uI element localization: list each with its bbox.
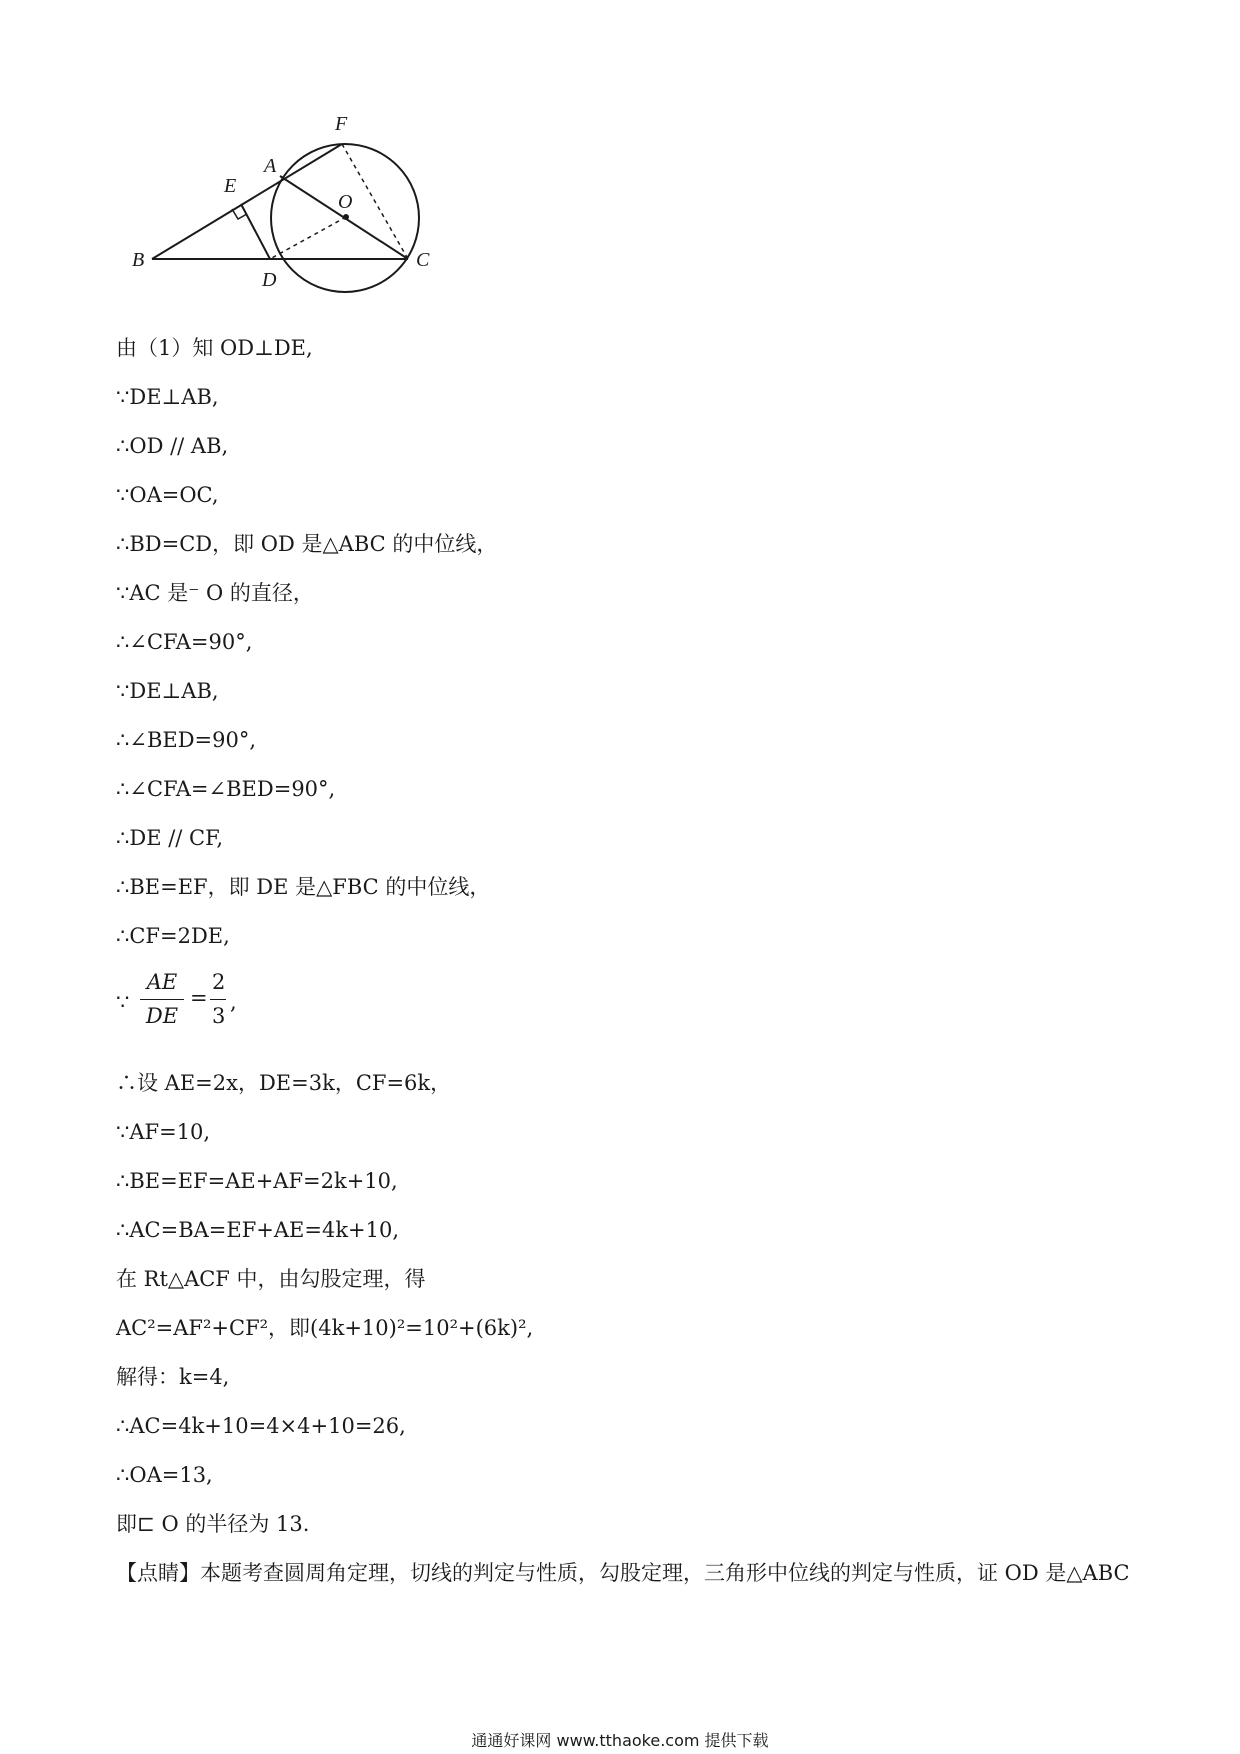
segment-ed [241, 204, 270, 259]
rhs-denominator: 3 [212, 1004, 226, 1028]
center-dot [343, 214, 349, 220]
label-c: C [416, 249, 430, 271]
label-b: B [132, 249, 145, 271]
text-line: ∵AC 是⁻ O 的直径， [116, 581, 314, 605]
text-line: ∴BE=EF=AE+AF=2k+10, [116, 1169, 398, 1193]
text-line: ∵OA=OC, [116, 483, 219, 507]
fraction-denominator: DE [145, 1004, 179, 1028]
text-line: ∴∠BED=90°, [116, 728, 257, 752]
fraction-prefix: ∵ [116, 990, 130, 1014]
fraction-numerator: AE [146, 970, 178, 994]
text-line: ∴∠CFA=90°, [116, 630, 253, 654]
segment-od-dashed [270, 217, 346, 259]
text-line: ∵DE⊥AB, [116, 385, 219, 409]
text-line: ∴AC=BA=EF+AE=4k+10, [116, 1218, 400, 1242]
text-line: ∴OA=13, [116, 1463, 213, 1487]
rhs-numerator: 2 [212, 970, 226, 994]
text-line: ∵AF=10, [116, 1120, 211, 1144]
label-a: A [264, 155, 277, 177]
text-line: AC²=AF²+CF²，即(4k+10)²=10²+(6k)², [116, 1316, 534, 1340]
text-line: ∴CF=2DE, [116, 924, 230, 948]
label-o: O [338, 191, 353, 213]
text-line: ∴BE=EF，即 DE 是△FBC 的中位线， [116, 875, 491, 899]
segment-bf [152, 144, 342, 259]
text-line: ∴BD=CD，即 OD 是△ABC 的中位线， [116, 532, 498, 556]
text-line-note: 【点睛】本题考查圆周角定理，切线的判定与性质，勾股定理，三角形中位线的判定与性质，证 OD 是△ABC [116, 1561, 1130, 1585]
text-line: ∴OD // AB, [116, 434, 229, 458]
text-line: 由（1）知 OD⊥DE, [116, 336, 313, 360]
text-line: ∵DE⊥AB, [116, 679, 219, 703]
label-d: D [262, 269, 277, 291]
text-line: 在 Rt△ACF 中，由勾股定理，得 [116, 1267, 426, 1291]
fraction-equals: = [190, 986, 208, 1010]
footer-watermark: 通通好课网 www.tthaoke.com 提供下载 [471, 1731, 769, 1750]
text-line: 解得：k=4, [116, 1365, 230, 1389]
text-line: 即⊏ O 的半径为 13. [116, 1512, 310, 1536]
text-line: ∴AC=4k+10=4×4+10=26, [116, 1414, 406, 1438]
fraction-suffix: , [230, 990, 237, 1014]
text-line: ∴DE // CF, [116, 826, 224, 850]
label-e: E [224, 175, 237, 197]
fraction-bar [140, 999, 184, 1000]
geometry-figure [120, 108, 450, 308]
text-line: ∴∠CFA=∠BED=90°, [116, 777, 336, 801]
text-line: ∴设 AE=2x，DE=3k，CF=6k， [116, 1071, 452, 1095]
rhs-bar [210, 999, 226, 1000]
label-f: F [335, 113, 348, 135]
